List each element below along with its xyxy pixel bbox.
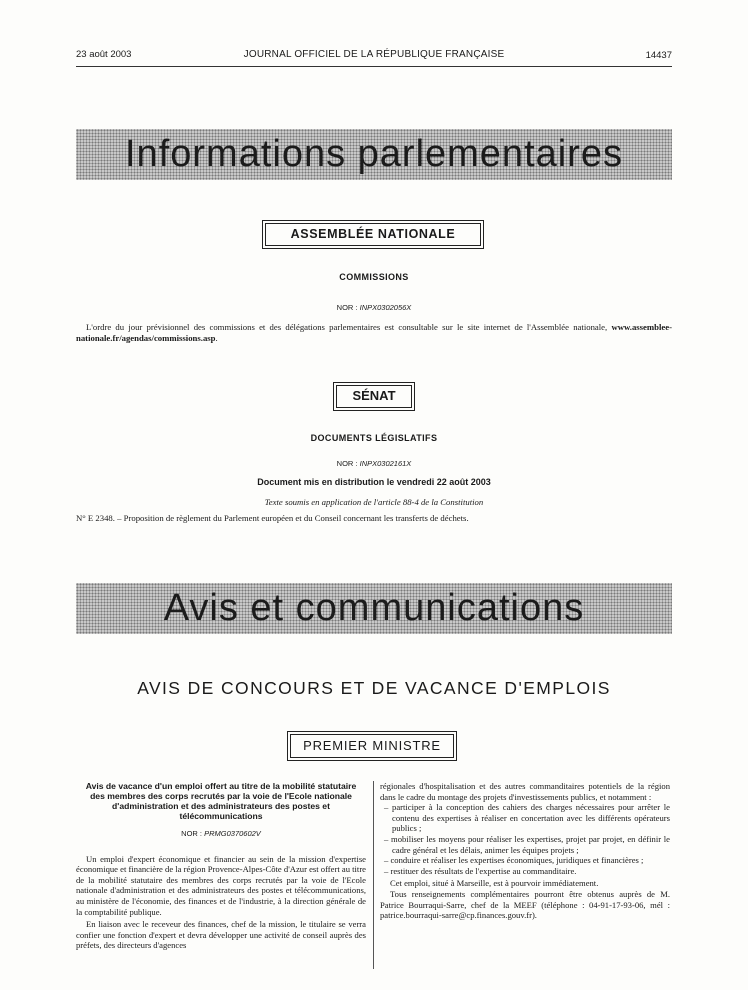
nor-label: NOR : xyxy=(181,829,203,838)
list-item: – conduire et réaliser les expertises économiques, juridiques et financières ; xyxy=(380,855,670,866)
avis-heading: AVIS DE CONCOURS ET DE VACANCE D'EMPLOIS xyxy=(137,678,611,698)
article-right-column xyxy=(380,781,670,921)
assemblee-nationale-box: ASSEMBLÉE NATIONALE xyxy=(265,223,481,246)
list-item: – restituer des résultats de l'expertise au commanditaire. xyxy=(380,866,670,877)
nor-line xyxy=(76,303,672,312)
commissions-paragraph: L'ordre du jour prévisionnel des commissions et des délégations parlementaires est consultable sur le site internet de l'Assemblée nationale, www.assemblee-nationale.fr/agendas/commissions.asp. xyxy=(76,322,672,343)
article-paragraph: En liaison avec le receveur des finances, chef de la mission, le titulaire se verra confier une fonction d'expert et devra développer une activité de conseil auprès des préfets, des directeurs d'agences xyxy=(76,919,366,951)
constitution-note: Texte soumis en application de l'article 88-4 de la Constitution xyxy=(264,497,484,507)
header-date: 23 août 2003 xyxy=(76,49,132,60)
article-left-column xyxy=(76,781,366,951)
article-paragraph: Tous renseignements complémentaires pourront être obtenus auprès de M. Patrice Bourraqui-Sarre, chef de la MEEF (téléphone : 04-91-17-93-06, mél : patrice.bourraqui-sarre@cp.finances.gouv.fr). xyxy=(380,888,670,921)
distribution-date: Document mis en distribution le vendredi 22 août 2003 xyxy=(257,477,491,487)
list-item: – mobiliser les moyens pour réaliser les expertises, projet par projet, en définir le cadre général et les délais, animer les équipes projets ; xyxy=(380,834,670,855)
page-header xyxy=(76,49,672,63)
article-title: Avis de vacance d'un emploi offert au titre de la mobilité statutaire des membres des corps recrutés par la voie de l'Ecole nationale d'administration et des administrateurs des postes et télécommunications xyxy=(85,781,357,821)
article-paragraph: Cet emploi, situé à Marseille, est à pourvoir immédiatement. xyxy=(390,878,599,889)
nor-label: NOR : xyxy=(336,459,358,468)
missions-list xyxy=(380,802,670,876)
journal-title: JOURNAL OFFICIEL DE LA RÉPUBLIQUE FRANÇAISE xyxy=(243,49,505,60)
section-band-informations xyxy=(76,129,672,180)
column-divider xyxy=(373,781,374,969)
senat-box: SÉNAT xyxy=(336,385,412,408)
assemblee-link[interactable]: www.assemblee-nationale.fr/agendas/commissions.asp xyxy=(76,322,672,343)
section-band-avis xyxy=(76,583,672,634)
band-title: Avis et communications xyxy=(163,587,585,629)
list-item: – participer à la conception des cahiers des charges nécessaires pour arrêter le contenu des expertises à réaliser en concertation avec les différents opérateurs publics ; xyxy=(380,802,670,834)
document-item: N° E 2348. – Proposition de règlement du Parlement européen et du Conseil concernant les transferts de déchets. xyxy=(76,513,469,523)
page-number: 14437 xyxy=(645,50,672,61)
article-paragraph: Un emploi d'expert économique et financier au sein de la mission d'expertise économique et financière de la région Provence-Alpes-Côte d'Azur est offert au titre de la mobilité statutaire des membres des corps recrutés par la voie de l'Ecole nationale d'administration et des administrateurs des postes et télécommunications, au ministère de l'économie, des finances et de l'industrie, à la direction générale de la comptabilité publique. xyxy=(76,853,366,917)
article-paragraph: régionales d'hospitalisation et des autres commanditaires potentiels de la région dans le cadre du montage des projets d'investissements publics, et notamment : xyxy=(380,781,670,802)
section-commissions: COMMISSIONS xyxy=(339,272,409,282)
nor-label: NOR : xyxy=(336,303,358,312)
nor-line xyxy=(76,829,366,840)
commissions-text: L'ordre du jour prévisionnel des commissions et des délégations parlementaires est consultable sur le site internet de l'Assemblée nationale, xyxy=(86,322,612,332)
nor-code: PRMG0370602V xyxy=(204,829,261,838)
nor-code: INPX0302056X xyxy=(359,303,412,312)
premier-ministre-box: PREMIER MINISTRE xyxy=(290,734,454,758)
nor-line xyxy=(76,459,672,468)
section-documents-legislatifs: DOCUMENTS LÉGISLATIFS xyxy=(310,433,438,443)
band-title: Informations parlementaires xyxy=(125,133,623,175)
nor-code: INPX0302161X xyxy=(359,459,412,468)
header-rule xyxy=(76,66,672,67)
